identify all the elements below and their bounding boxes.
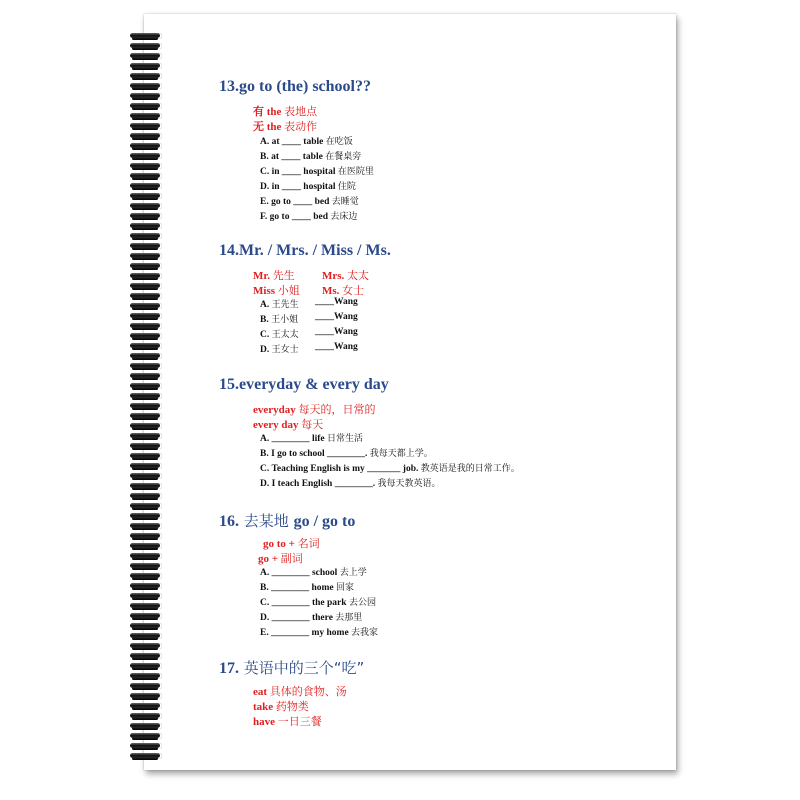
spiral-coil [128,702,164,710]
section-13-item: E. go to ____ bed 去睡觉 [260,197,359,207]
spiral-coil [128,212,164,220]
section-14-item-blank: ____Wang [315,327,358,337]
spiral-coil [128,112,164,120]
spiral-coil [128,442,164,450]
spiral-coil [128,132,164,140]
spiral-coil [128,752,164,760]
spiral-coil [128,302,164,310]
spiral-coil [128,352,164,360]
spiral-coil [128,282,164,290]
spiral-coil [128,162,164,170]
section-16-item: C. ________ the park 去公园 [260,598,376,608]
section-14-note: Ms. 女士 [322,284,365,297]
spiral-coil [128,52,164,60]
section-15-note: every day 每天 [253,418,324,431]
spiral-coil [128,152,164,160]
spiral-coil [128,402,164,410]
section-14-heading: 14.Mr. / Mrs. / Miss / Ms. [219,242,391,259]
section-16-item: D. ________ there 去那里 [260,613,363,623]
section-15-item: A. ________ life 日常生活 [260,434,364,444]
section-15-heading: 15.everyday & every day [219,376,389,393]
section-15-note: everyday 每天的，日常的 [253,403,376,416]
spiral-coil [128,552,164,560]
spiral-coil [128,122,164,130]
section-16-item: E. ________ my home 去我家 [260,628,379,638]
section-17-note: eat 具体的食物、汤 [253,685,347,698]
section-15-item: C. Teaching English is my _______ job. 教英语是我的日常工作。 [260,464,520,474]
spiral-coil [128,322,164,330]
section-14-item: B. 王小姐 [260,315,299,325]
spiral-coil [128,182,164,190]
section-16-item: A. ________ school 去上学 [260,568,367,578]
section-14-item-blank: ____Wang [315,342,358,352]
spiral-coil [128,412,164,420]
spiral-coil [128,32,164,40]
spiral-coil [128,612,164,620]
spiral-coil [128,342,164,350]
section-14-item-blank: ____Wang [315,297,358,307]
spiral-coil [128,72,164,80]
spiral-coil [128,92,164,100]
spiral-coil [128,492,164,500]
spiral-coil [128,732,164,740]
spiral-coil [128,242,164,250]
spiral-coil [128,502,164,510]
spiral-binding [128,32,164,762]
section-14-note: Miss 小姐 [253,284,300,297]
section-17-heading: 17. 英语中的三个“吃” [219,659,365,677]
spiral-coil [128,582,164,590]
spiral-coil [128,252,164,260]
section-13-item: F. go to ____ bed 去床边 [260,212,358,222]
section-14-item: A. 王先生 [260,300,299,310]
spiral-coil [128,682,164,690]
spiral-coil [128,542,164,550]
section-14-item: D. 王女士 [260,345,299,355]
spiral-coil [128,372,164,380]
spiral-coil [128,422,164,430]
spiral-coil [128,272,164,280]
spiral-coil [128,192,164,200]
spiral-coil [128,462,164,470]
spiral-coil [128,722,164,730]
spiral-coil [128,602,164,610]
spiral-coil [128,692,164,700]
spiral-coil [128,452,164,460]
section-16-note: go + 副词 [258,552,303,565]
section-13-item: D. in ____ hospital 住院 [260,182,356,192]
spiral-coil [128,652,164,660]
spiral-coil [128,672,164,680]
section-13-item: B. at ____ table 在餐桌旁 [260,152,362,162]
section-13-heading: 13.go to (the) school?? [219,78,371,95]
section-14-note: Mrs. 太太 [322,269,370,282]
section-13-item: C. in ____ hospital 在医院里 [260,167,374,177]
spiral-coil [128,512,164,520]
spiral-coil [128,432,164,440]
spiral-coil [128,202,164,210]
spiral-coil [128,102,164,110]
section-14-item-blank: ____Wang [315,312,358,322]
spiral-coil [128,382,164,390]
section-15-item: B. I go to school ________. 我每天都上学。 [260,449,433,459]
section-16-item: B. ________ home 回家 [260,583,355,593]
section-13-note: 有 the 表地点 [253,105,318,118]
spiral-coil [128,562,164,570]
spiral-coil [128,362,164,370]
spiral-coil [128,662,164,670]
spiral-coil [128,712,164,720]
spiral-coil [128,262,164,270]
spiral-coil [128,222,164,230]
spiral-coil [128,522,164,530]
spiral-coil [128,42,164,50]
spiral-coil [128,642,164,650]
spiral-coil [128,742,164,750]
section-17-note: have 一日三餐 [253,715,322,728]
spiral-coil [128,482,164,490]
spiral-coil [128,572,164,580]
spiral-coil [128,632,164,640]
spiral-coil [128,332,164,340]
spiral-coil [128,532,164,540]
section-16-note: go to + 名词 [263,537,320,550]
section-14-note: Mr. 先生 [253,269,295,282]
section-13-item: A. at ____ table 在吃饭 [260,137,353,147]
section-16-heading: 16. 去某地 go / go to [219,512,356,530]
spiral-coil [128,232,164,240]
spiral-coil [128,142,164,150]
spiral-coil [128,62,164,70]
section-13-note: 无 the 表动作 [253,120,318,133]
spiral-coil [128,392,164,400]
section-14-item: C. 王太太 [260,330,299,340]
spiral-coil [128,472,164,480]
section-15-item: D. I teach English ________. 我每天教英语。 [260,479,441,489]
spiral-coil [128,172,164,180]
spiral-coil [128,592,164,600]
spiral-coil [128,82,164,90]
spiral-coil [128,622,164,630]
section-17-note: take 药物类 [253,700,309,713]
spiral-coil [128,312,164,320]
spiral-coil [128,292,164,300]
